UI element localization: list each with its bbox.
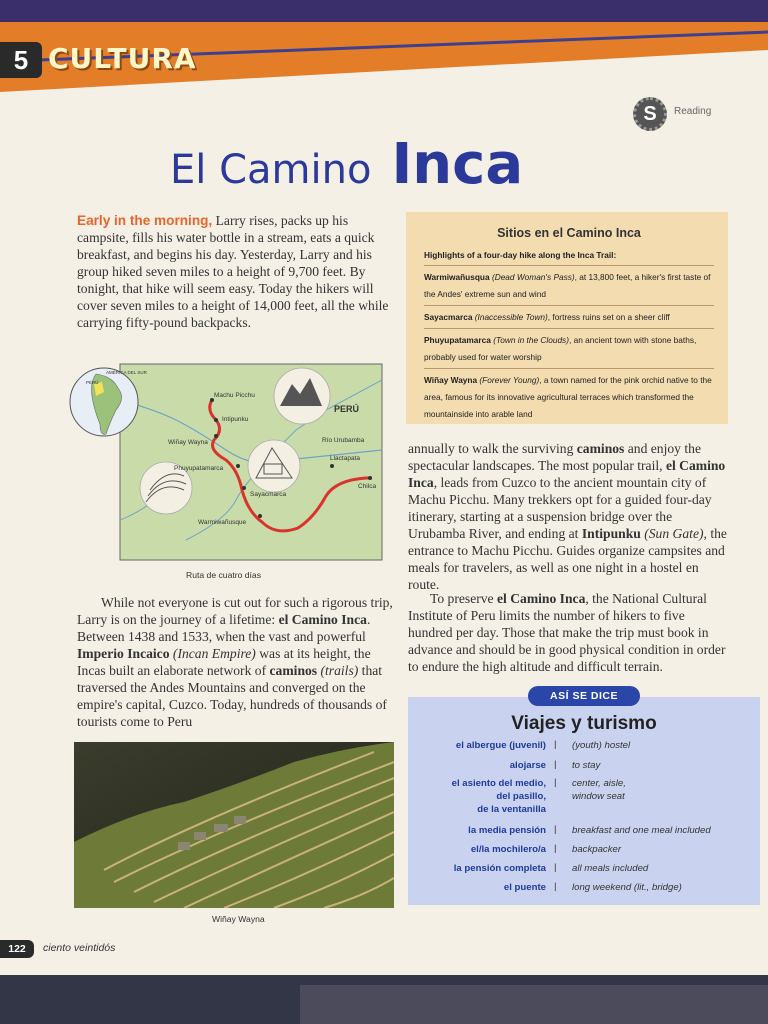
vocab-spanish: la pensión completa: [453, 863, 546, 874]
desk-surface: [300, 985, 768, 1024]
intro-paragraph: [77, 212, 395, 331]
paragraph-4: [408, 590, 728, 675]
place-label: Intipunku: [222, 416, 249, 423]
vocab-spanish: alojarse: [509, 760, 546, 771]
text-run: el Camino Inca: [497, 591, 586, 606]
vocab-title: Viajes y turismo: [511, 713, 657, 734]
text-run: (Sun Gate): [644, 526, 704, 541]
sites-subtitle: Highlights of a four-day hike along the Inca Trail:: [424, 250, 714, 266]
site-desc: , an ancient town with stone baths, probably used for water worship: [424, 335, 697, 362]
vocab-separator: |: [554, 739, 557, 750]
map-caption: Ruta de cuatro días: [186, 570, 262, 580]
inset-label: AMÉRICA DEL SUR: [106, 370, 147, 375]
s-reading-icon: S: [633, 97, 667, 131]
vocab-row: [408, 881, 760, 901]
terraces-photo: [74, 742, 394, 908]
text-run: and enjoy the spectacular landscapes. The most popular trail,: [408, 441, 701, 473]
vocab-separator: |: [554, 759, 557, 770]
title-part1: El Camino: [170, 147, 372, 193]
photo-caption: Wiñay Wayna: [212, 914, 265, 924]
site-desc: , a town named for the pink orchid native to the area, famous for its innovative agricultural terraces which transformed the mountainside into arable land: [424, 375, 712, 419]
text-run: While not everyone is cut out for such a rigorous trip, Larry is on the journey of a lifetime:: [77, 595, 393, 627]
vocab-spanish: el puente: [503, 882, 546, 893]
text-run: was at its height, the Incas built an elaborate network of: [77, 646, 371, 678]
vocab-separator: |: [554, 881, 557, 892]
sites-title: Sitios en el Camino Inca: [497, 226, 641, 240]
text-run: annually to walk the surviving: [408, 441, 577, 456]
site-name: Phuyupatamarca: [424, 335, 491, 345]
vocab-english: backpacker: [572, 844, 622, 855]
vocab-separator: |: [554, 777, 557, 788]
vocab-separator: |: [554, 824, 557, 835]
vocab-row: [408, 862, 760, 882]
site-item: [424, 369, 714, 425]
chapter-number: 5: [0, 42, 42, 78]
paragraph-3: [408, 440, 728, 593]
sites-box: [406, 212, 728, 424]
place-dot: [330, 464, 334, 468]
vocab-separator: |: [554, 843, 557, 854]
country-label: PERÚ: [334, 404, 360, 414]
text-run: , leads from Cuzco to the ancient mountain city of Machu Picchu. Many trekkers opt for a guided four-day itinerary, starting at a suspension bridge over the Urubamba River, and ending at: [408, 475, 712, 541]
chapter-title: CULTURA: [48, 42, 197, 75]
place-dot: [258, 514, 262, 518]
text-run: caminos: [269, 663, 318, 678]
reading-label: Reading: [674, 106, 712, 117]
place-label: Machu Picchu: [214, 392, 255, 399]
place-label: Phuyupatamarca: [174, 465, 224, 472]
paragraph-2: [77, 594, 395, 730]
text-run: (trails): [320, 663, 359, 678]
text-run: , the National Cultural Institute of Peru limits the number of hikers to five hundred per day. Those that make the trip must book in advance and should be in good physical condition in order to endure the high altitude and difficult terrain.: [408, 591, 726, 674]
text-run: , the entrance to Machu Picchu. Guides organize campsites and meals for travelers, as well as one night in a hostel en route.: [408, 526, 727, 592]
place-label: Río Urubamba: [322, 437, 365, 444]
vocab-english: long weekend (lit., bridge): [572, 882, 682, 893]
vocab-english: breakfast and one meal included: [572, 825, 711, 836]
place-label: Wiñay Wayna: [168, 439, 208, 446]
vocab-row: [408, 843, 760, 863]
site-desc: , at 13,800 feet, a hiker's first taste of the Andes' extreme sun and wind: [424, 272, 711, 299]
place-dot: [214, 434, 218, 438]
text-run: (Incan Empire): [172, 646, 256, 661]
title-part2: Inca: [391, 132, 524, 197]
site-item: [424, 306, 714, 329]
page-number: 122: [0, 940, 34, 958]
text-run: To preserve: [430, 591, 497, 606]
text-run: Intipunku: [581, 526, 641, 541]
vocab-row: [408, 824, 760, 844]
site-desc: , fortress ruins set on a sheer cliff: [547, 312, 670, 322]
vocab-tag: ASÍ SE DICE: [528, 686, 640, 706]
place-dot: [242, 486, 246, 490]
text-run: el Camino Inca: [408, 458, 726, 490]
place-label: Chilca: [358, 483, 377, 490]
inset-label: PERÚ: [86, 380, 99, 385]
vocab-row: [408, 759, 760, 779]
vocab-english: all meals included: [572, 863, 649, 874]
vocab-spanish: el/la mochilero/a: [470, 844, 546, 855]
site-gloss: (Dead Woman's Pass): [491, 272, 575, 282]
vocab-spanish: la media pensión: [468, 825, 546, 836]
page-title: [170, 132, 523, 197]
place-dot: [214, 418, 218, 422]
ruins-icon: [248, 440, 300, 492]
vocab-english: to stay: [572, 760, 601, 771]
page-number-words: ciento veintidós: [43, 942, 116, 954]
vocab-row: [408, 739, 760, 759]
site-name: Warmiwañusqua: [424, 272, 490, 282]
place-dot: [368, 476, 372, 480]
intro-lead: Early in the morning,: [77, 213, 213, 228]
text-run: caminos: [576, 441, 625, 456]
vocab-spanish: el albergue (juvenil): [455, 740, 546, 751]
site-gloss: (Town in the Clouds): [493, 335, 569, 345]
place-label: Sayacmarca: [250, 491, 287, 498]
place-label: Warmiwañusque: [198, 519, 247, 526]
vocab-separator: |: [554, 862, 557, 873]
site-gloss: (Inaccessible Town): [474, 312, 548, 322]
intro-text: Larry rises, packs up his campsite, fills his water bottle in a stream, eats a quick breakfast, and begins his day. Yesterday, Larry and his group hiked seven miles to a height of 9,700 feet. By tonight, that hike will seem easy. Today the hikers will cover seven miles to a height of 14,000 feet, all the while carrying fifty-pound backpacks.: [77, 213, 389, 330]
site-gloss: (Forever Young): [479, 375, 540, 385]
site-name: Sayacmarca: [424, 312, 473, 322]
place-dot: [236, 464, 240, 468]
vocab-row: [408, 777, 760, 821]
route-map: [66, 340, 386, 580]
site-item: [424, 329, 714, 369]
site-name: Wiñay Wayna: [424, 375, 478, 385]
text-run: . Between 1438 and 1533, when the vast and powerful: [77, 612, 371, 644]
vocab-spanish: el asiento del medio, del pasillo, de la ventanilla: [451, 778, 546, 815]
terraces-photo-svg: [74, 742, 394, 908]
text-run: that traversed the Andes Mountains and converged on the empire's capital, Cuzco. Today, hundreds of thousands of tourists come to Peru: [77, 663, 387, 729]
text-run: Imperio Incaico: [77, 646, 170, 661]
vocab-english: (youth) hostel: [572, 740, 631, 751]
place-label: Llactapata: [330, 455, 360, 462]
vocab-box: [408, 690, 760, 905]
text-run: el Camino Inca: [278, 612, 367, 627]
vocab-english: center, aisle, window seat: [572, 778, 626, 802]
route-map-svg: [66, 340, 386, 580]
site-item: [424, 266, 714, 306]
